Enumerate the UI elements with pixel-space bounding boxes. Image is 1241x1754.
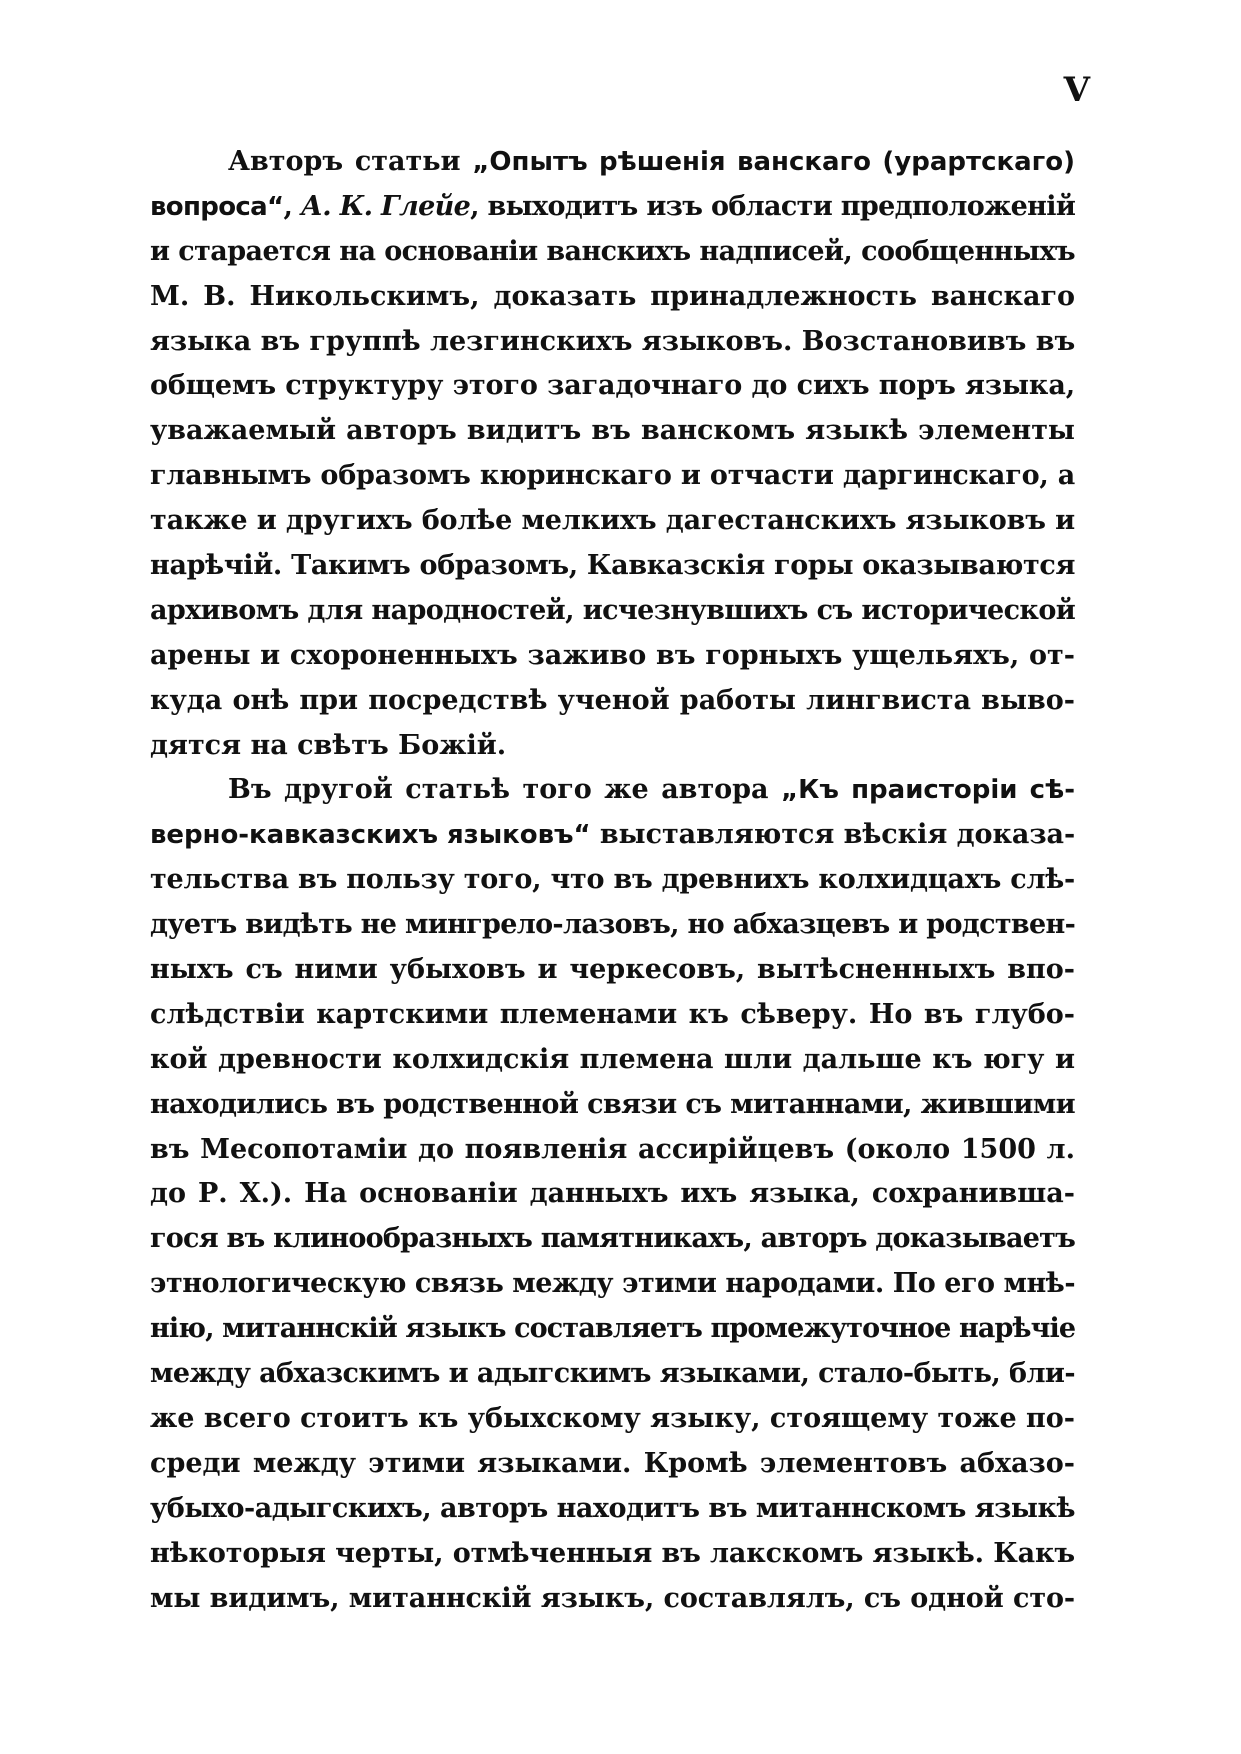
text-run: выставляются вѣскія доказа- <box>590 819 1076 851</box>
text-line: находились въ родственной связи съ митаннами, жившими <box>150 1088 1076 1120</box>
text-line: мы видимъ, митаннскій языкъ, составлялъ, съ одной сто- <box>150 1582 1076 1614</box>
text-line: М. В. Никольскимъ, доказать принадлежность ванскаго <box>150 280 1075 312</box>
text-line: арены и схороненныхъ заживо въ горныхъ ущельяхъ, от- <box>150 639 1075 671</box>
author-name: А. К. Глейе <box>300 190 471 222</box>
paragraph-2-line-2 <box>150 813 1075 858</box>
article-title-prehistory-cont: верно-кавказскихъ языковъ“ <box>150 820 591 851</box>
text-line: дятся на свѣтъ Божій. <box>150 729 507 761</box>
text-line: нарѣчій. Такимъ образомъ, Кавказскія горы оказываются <box>150 550 1076 582</box>
paragraph-2-line-1 <box>150 768 1075 813</box>
paragraph-1-line-1 <box>150 140 1075 185</box>
text-line: нію, митаннскій языкъ составляетъ промежуточное нарѣчіе <box>150 1313 1076 1345</box>
text-line: дуетъ видѣть не мингрело-лазовъ, но абхазцевъ и родствен- <box>150 909 1076 941</box>
page-number: V <box>1063 70 1090 110</box>
text-line: нѣкоторыя черты, отмѣченныя въ лакскомъ языкѣ. Какъ <box>150 1537 1075 1569</box>
text-line: куда онѣ при посредствѣ ученой работы лингвиста выво- <box>150 684 1075 716</box>
text-run: , <box>283 190 301 222</box>
text-line: ныхъ съ ними убыховъ и черкесовъ, вытѣсненныхъ впо- <box>150 954 1075 986</box>
text-line: между абхазскимъ и адыгскимъ языками, стало-быть, бли- <box>150 1358 1075 1390</box>
text-line: и старается на основаніи ванскихъ надписей, сообщенныхъ <box>150 235 1075 267</box>
text-run: , выходитъ изъ области предположеній <box>470 190 1076 222</box>
text-run: Въ другой статьѣ того же автора <box>228 774 782 806</box>
text-line: архивомъ для народностей, исчезнувшихъ съ исторической <box>150 594 1076 626</box>
text-line: среди между этими языками. Кромѣ элементовъ абхазо- <box>150 1447 1075 1479</box>
text-line: общемъ структуру этого загадочнаго до сихъ поръ языка, <box>150 370 1075 402</box>
text-line: убыхо-адыгскихъ, авторъ находитъ въ митаннскомъ языкѣ <box>150 1492 1075 1524</box>
text-line: гося въ клинообразныхъ памятникахъ, авторъ доказываетъ <box>150 1223 1076 1255</box>
text-line: этнологическую связь между этими народами. По его мнѣ- <box>150 1268 1076 1300</box>
article-title-prehistory: „Къ праисторіи сѣ- <box>781 775 1075 806</box>
text-line: тельства въ пользу того, что въ древнихъ колхидцахъ слѣ- <box>150 864 1075 896</box>
text-line: главнымъ образомъ кюринскаго и отчасти даргинскаго, а <box>150 460 1076 492</box>
paragraph-1-line-2 <box>150 185 1075 230</box>
text-line: же всего стоитъ къ убыхскому языку, стоящему тоже по- <box>150 1402 1075 1434</box>
text-run: Авторъ статьи <box>228 146 473 177</box>
article-title-urartian-cont: вопроса“ <box>150 191 284 222</box>
text-line: въ Месопотаміи до появленія ассирійцевъ (около 1500 л. <box>150 1133 1075 1165</box>
article-title-urartian: „Опытъ рѣшенія ванскаго (урартскаго) <box>472 147 1076 177</box>
text-line: до Р. Х.). На основаніи данныхъ ихъ языка, сохранивша- <box>150 1178 1075 1210</box>
text-line: языка въ группѣ лезгинскихъ языковъ. Возстановивъ въ <box>150 325 1076 357</box>
text-line: кой древности колхидскія племена шли дальше къ югу и <box>150 1043 1075 1075</box>
body-text <box>150 140 1075 1621</box>
text-line: слѣдствіи картскими племенами къ сѣверу. Но въ глубо- <box>150 998 1075 1030</box>
text-line: также и другихъ болѣе мелкихъ дагестанскихъ языковъ и <box>150 505 1075 537</box>
text-line: уважаемый авторъ видитъ въ ванскомъ языкѣ элементы <box>150 415 1075 447</box>
